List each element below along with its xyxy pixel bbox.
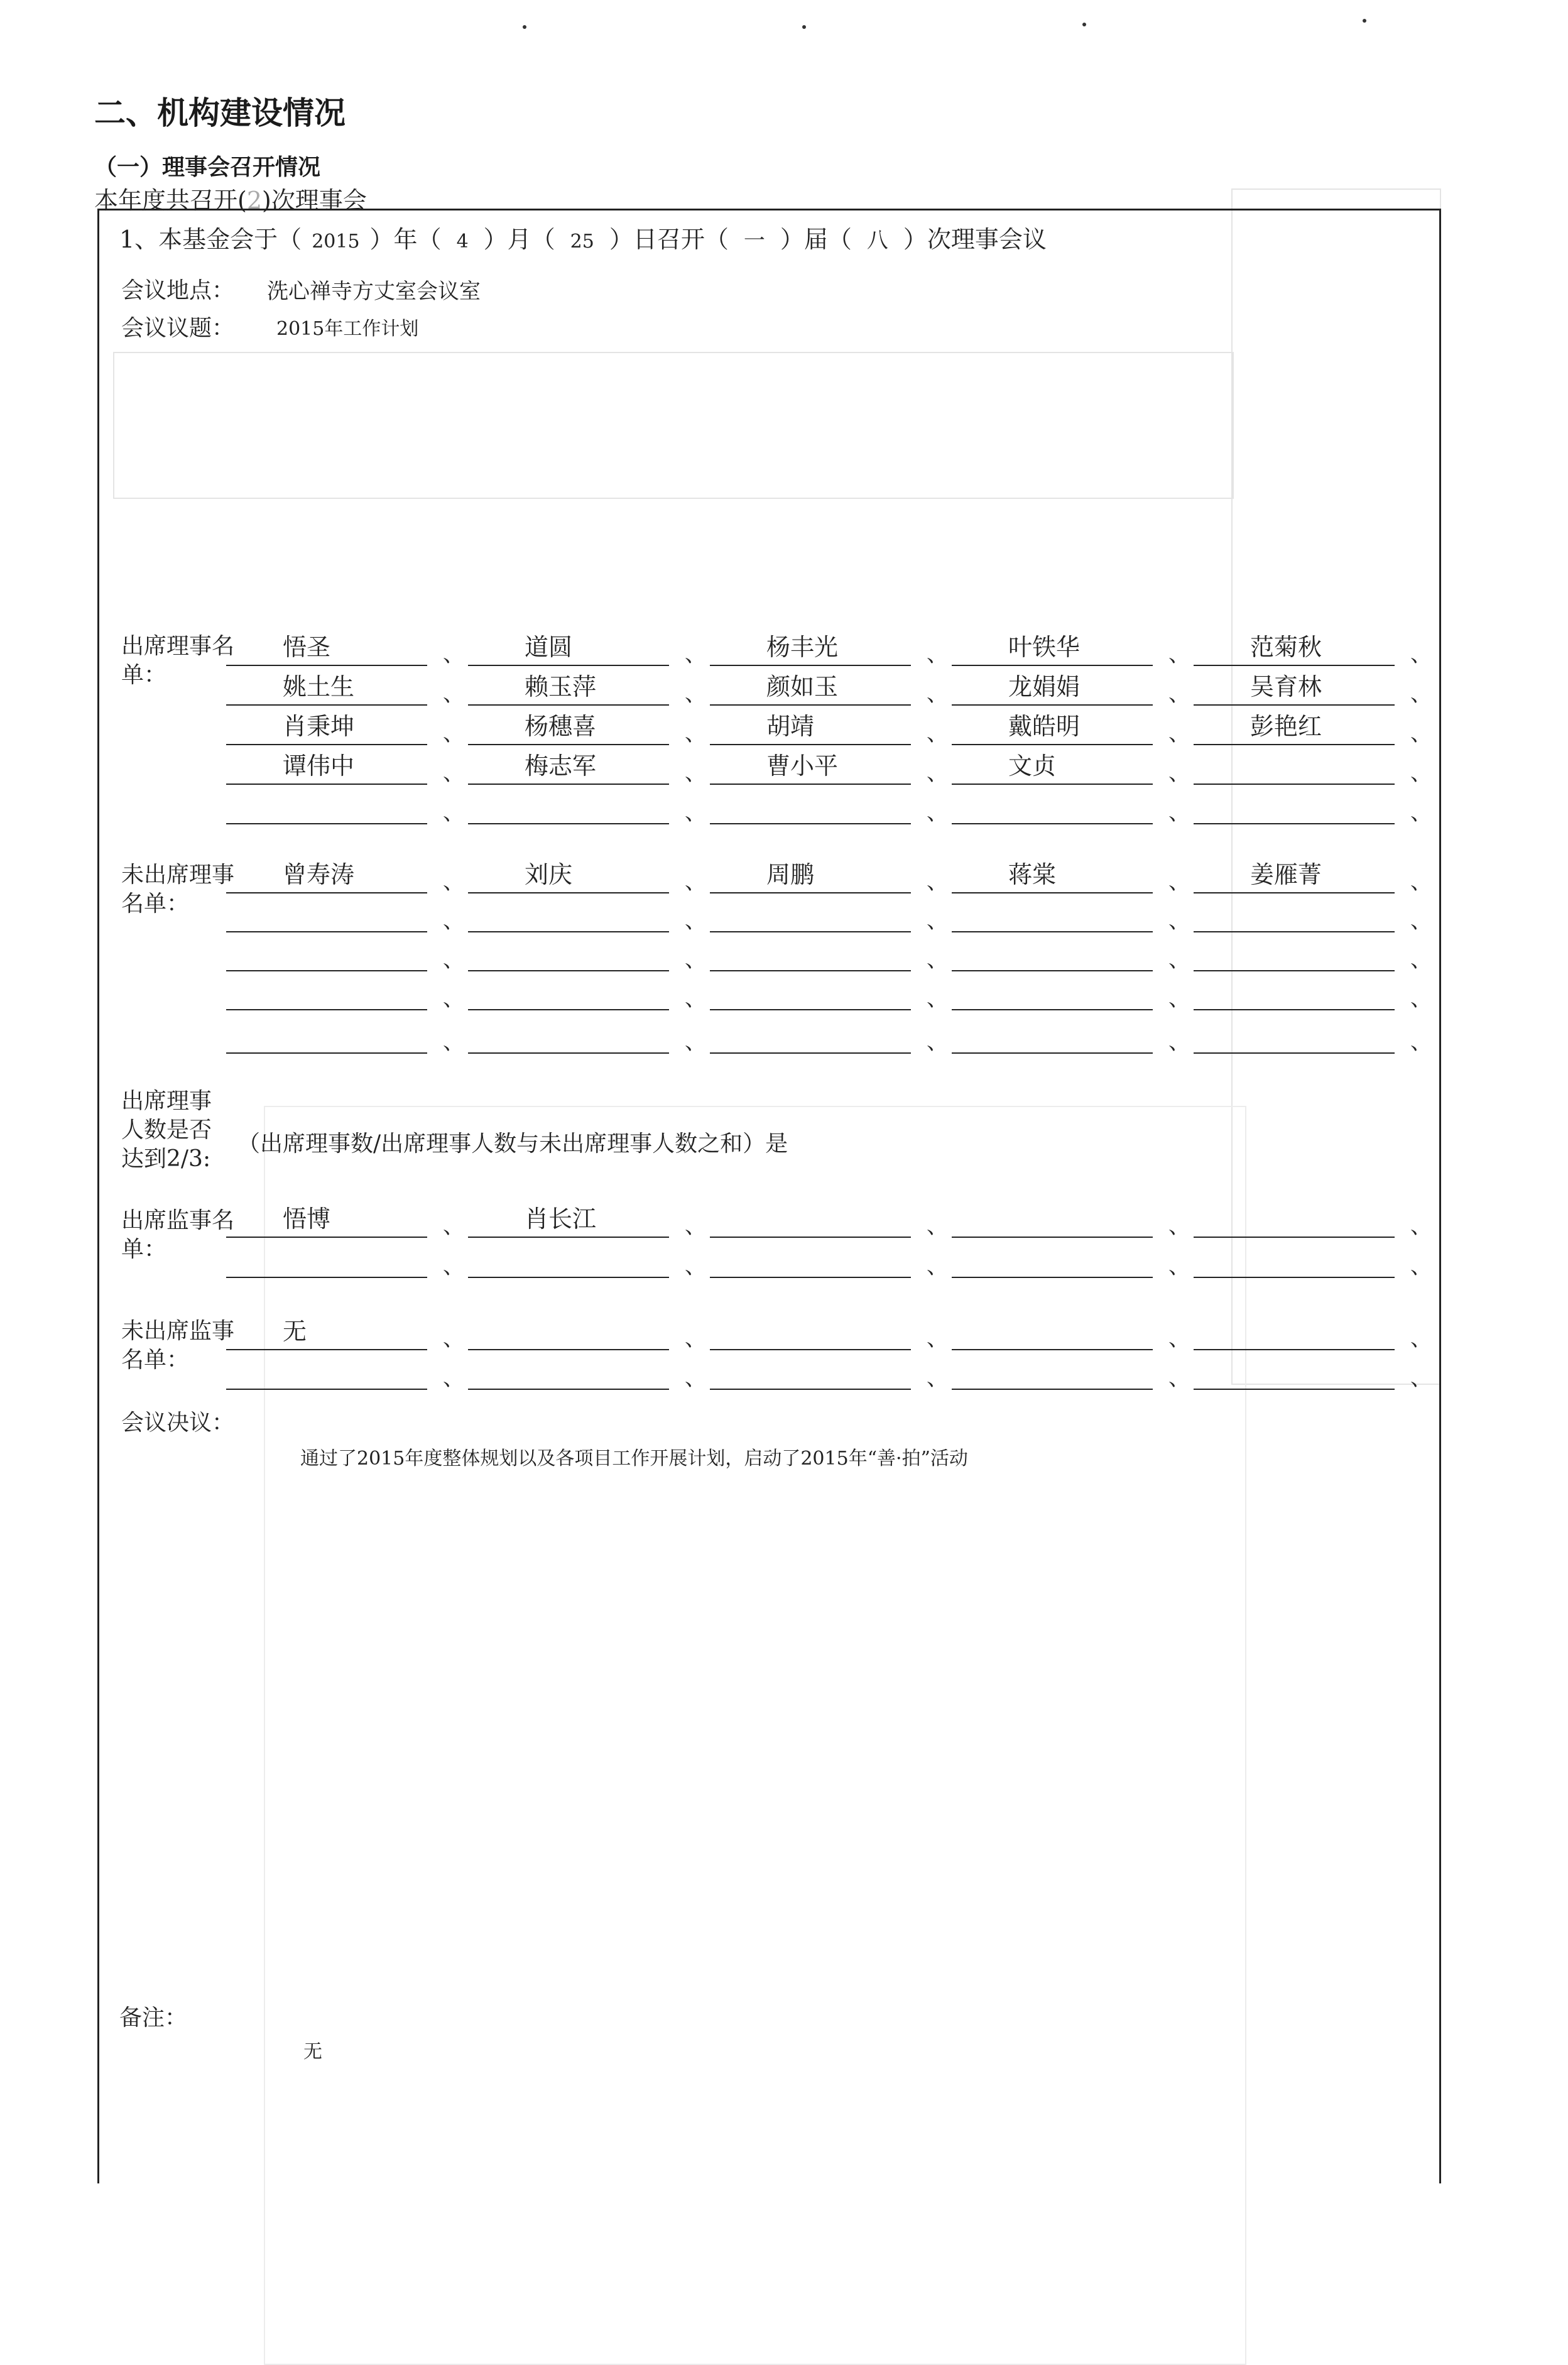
- name-slot: [952, 663, 1153, 706]
- name-slot: [1194, 782, 1395, 824]
- name-slot: [226, 890, 427, 932]
- name-slot: [1194, 1347, 1395, 1390]
- absent-directors-label: 未出席理事名单：: [121, 862, 235, 917]
- name-slot: [226, 702, 427, 745]
- name-separator: 、: [1168, 682, 1190, 707]
- annual-meeting-count: 本年度共召开(2)次理事会: [94, 187, 367, 214]
- remarks-value: 无: [303, 2041, 322, 2063]
- remarks-label: 备注：: [119, 2005, 188, 2031]
- name-slot: [468, 742, 669, 785]
- name-slot: [226, 968, 427, 1010]
- name-separator: 、: [1410, 1030, 1432, 1055]
- person-name: 周鹏: [766, 861, 815, 888]
- name-separator: 、: [685, 909, 706, 934]
- resolution-text: 通过了2015年度整体规划以及各项目工作开展计划，启动了2015年“善·拍”活动: [300, 1448, 968, 1470]
- person-name: 曾寿涛: [283, 861, 355, 888]
- person-name: 刘庆: [525, 861, 573, 888]
- name-separator: 、: [1168, 761, 1190, 786]
- name-separator: 、: [443, 682, 464, 707]
- name-slot: [952, 742, 1153, 785]
- name-separator: 、: [443, 1254, 464, 1279]
- name-separator: 、: [927, 1214, 948, 1239]
- attending-directors-label: 出席理事名单：: [121, 633, 235, 688]
- name-separator: 、: [685, 642, 706, 667]
- name-separator: 、: [1410, 986, 1432, 1012]
- name-slot: [710, 890, 911, 932]
- name-slot: [710, 663, 911, 706]
- name-slot: [468, 782, 669, 824]
- person-name: 龙娟娟: [1008, 673, 1081, 701]
- name-separator: 、: [685, 1366, 706, 1391]
- person-name: 叶铁华: [1008, 633, 1081, 661]
- name-separator: 、: [1168, 1254, 1190, 1279]
- person-name: 谭伟中: [283, 752, 355, 780]
- name-separator: 、: [443, 761, 464, 786]
- name-slot: [226, 1235, 427, 1278]
- name-slot: [710, 1347, 911, 1390]
- name-slot: [952, 1195, 1153, 1238]
- name-slot: [1194, 1235, 1395, 1278]
- name-separator: 、: [1168, 1366, 1190, 1391]
- name-separator: 、: [1410, 1326, 1432, 1352]
- location-value: 洗心禅寺方丈室会议室: [267, 279, 481, 304]
- name-slot: [952, 1347, 1153, 1390]
- name-slot: [226, 742, 427, 785]
- name-separator: 、: [685, 1030, 706, 1055]
- name-slot: [468, 663, 669, 706]
- name-separator: 、: [443, 642, 464, 667]
- name-separator: 、: [443, 1214, 464, 1239]
- name-separator: 、: [443, 948, 464, 973]
- person-name: 梅志军: [525, 752, 597, 780]
- topic-value: 2015年工作计划: [276, 318, 419, 340]
- attending-supervisors-label: 出席监事名单：: [121, 1208, 235, 1262]
- name-slot: [710, 851, 911, 893]
- name-slot: [952, 890, 1153, 932]
- name-slot: [710, 1011, 911, 1054]
- name-slot: [1194, 1195, 1395, 1238]
- person-name: 戴皓明: [1008, 713, 1081, 740]
- name-slot: [226, 782, 427, 824]
- name-slot: [468, 1195, 669, 1238]
- name-separator: 、: [1168, 1214, 1190, 1239]
- name-separator: 、: [443, 721, 464, 746]
- name-slot: [952, 851, 1153, 893]
- name-slot: [226, 851, 427, 893]
- person-name: 颜如玉: [766, 673, 839, 701]
- person-name: 无: [283, 1318, 307, 1345]
- name-slot: [468, 1235, 669, 1278]
- topic-label: 会议议题：: [121, 315, 235, 341]
- name-separator: 、: [1168, 948, 1190, 973]
- name-separator: 、: [927, 721, 948, 746]
- name-slot: [468, 1347, 669, 1390]
- name-separator: 、: [1410, 642, 1432, 667]
- name-separator: 、: [443, 800, 464, 826]
- name-separator: 、: [1168, 800, 1190, 826]
- name-separator: 、: [1410, 870, 1432, 895]
- name-separator: 、: [1168, 986, 1190, 1012]
- name-separator: 、: [685, 1214, 706, 1239]
- location-label: 会议地点：: [121, 278, 235, 303]
- name-separator: 、: [443, 1366, 464, 1391]
- person-name: 文贞: [1008, 752, 1057, 780]
- name-slot: [1194, 1308, 1395, 1350]
- name-separator: 、: [927, 1366, 948, 1391]
- name-separator: 、: [685, 870, 706, 895]
- name-separator: 、: [1410, 682, 1432, 707]
- name-separator: 、: [927, 800, 948, 826]
- name-separator: 、: [927, 986, 948, 1012]
- name-separator: 、: [927, 682, 948, 707]
- name-slot: [952, 1308, 1153, 1350]
- name-slot: [468, 929, 669, 971]
- person-name: 肖秉坤: [283, 713, 355, 740]
- name-separator: 、: [927, 1254, 948, 1279]
- name-separator: 、: [1168, 1030, 1190, 1055]
- meeting-date-line: 1、本基金会于（ 2015 ）年（ 4 ）月（ 25 ）日召开（ 一 ）届（ 八 ）次理事会议: [119, 226, 1047, 253]
- name-slot: [710, 623, 911, 666]
- name-separator: 、: [443, 1030, 464, 1055]
- name-slot: [226, 663, 427, 706]
- person-name: 姜雁菁: [1250, 861, 1322, 888]
- person-name: 肖长江: [525, 1205, 597, 1233]
- name-separator: 、: [685, 721, 706, 746]
- name-separator: 、: [927, 761, 948, 786]
- absent-supervisors-label: 未出席监事名单：: [121, 1318, 235, 1373]
- name-separator: 、: [1168, 909, 1190, 934]
- name-separator: 、: [443, 986, 464, 1012]
- resolution-label: 会议决议：: [121, 1410, 235, 1436]
- person-name: 姚土生: [283, 673, 355, 701]
- name-slot: [1194, 742, 1395, 785]
- person-name: 悟博: [283, 1205, 331, 1233]
- name-slot: [226, 1011, 427, 1054]
- name-separator: 、: [927, 1030, 948, 1055]
- name-separator: 、: [927, 1326, 948, 1352]
- name-separator: 、: [685, 800, 706, 826]
- name-slot: [226, 1347, 427, 1390]
- name-slot: [952, 623, 1153, 666]
- scan-dot: [1363, 19, 1366, 23]
- name-separator: 、: [1168, 642, 1190, 667]
- name-slot: [710, 929, 911, 971]
- person-name: 蒋棠: [1008, 861, 1057, 888]
- name-slot: [1194, 851, 1395, 893]
- name-slot: [1194, 623, 1395, 666]
- name-slot: [1194, 702, 1395, 745]
- name-separator: 、: [685, 682, 706, 707]
- name-slot: [710, 968, 911, 1010]
- scan-dot: [802, 25, 806, 29]
- name-separator: 、: [1168, 870, 1190, 895]
- name-separator: 、: [443, 909, 464, 934]
- scan-dot: [1082, 23, 1086, 26]
- person-name: 曹小平: [766, 752, 839, 780]
- name-separator: 、: [1168, 1326, 1190, 1352]
- person-name: 彭艳红: [1250, 713, 1322, 740]
- name-separator: 、: [685, 1254, 706, 1279]
- name-separator: 、: [685, 761, 706, 786]
- name-slot: [710, 1195, 911, 1238]
- name-slot: [952, 702, 1153, 745]
- name-separator: 、: [1410, 909, 1432, 934]
- name-slot: [952, 782, 1153, 824]
- name-slot: [1194, 968, 1395, 1010]
- person-name: 杨穗喜: [525, 713, 597, 740]
- name-separator: 、: [685, 1326, 706, 1352]
- name-separator: 、: [1410, 1254, 1432, 1279]
- person-name: 悟圣: [283, 633, 331, 661]
- name-slot: [710, 1308, 911, 1350]
- person-name: 胡靖: [766, 713, 815, 740]
- name-separator: 、: [443, 1326, 464, 1352]
- subsection-title: （一）理事会召开情况: [94, 155, 321, 180]
- name-slot: [710, 782, 911, 824]
- quorum-text: （出席理事数/出席理事人数与未出席理事人数之和）是: [237, 1131, 788, 1157]
- name-slot: [1194, 929, 1395, 971]
- name-separator: 、: [1410, 1214, 1432, 1239]
- name-slot: [226, 623, 427, 666]
- name-separator: 、: [1410, 948, 1432, 973]
- section-title: 二、机构建设情况: [94, 95, 346, 131]
- name-separator: 、: [1410, 800, 1432, 826]
- person-name: 范菊秋: [1250, 633, 1322, 661]
- name-slot: [468, 623, 669, 666]
- name-slot: [468, 890, 669, 932]
- name-slot: [468, 968, 669, 1010]
- name-separator: 、: [927, 909, 948, 934]
- person-name: 吴育林: [1250, 673, 1322, 701]
- name-slot: [1194, 663, 1395, 706]
- name-slot: [226, 1195, 427, 1238]
- name-slot: [952, 1011, 1153, 1054]
- name-slot: [226, 1308, 427, 1350]
- name-slot: [468, 702, 669, 745]
- name-separator: 、: [927, 870, 948, 895]
- person-name: 杨丰光: [766, 633, 839, 661]
- name-slot: [710, 1235, 911, 1278]
- name-separator: 、: [927, 948, 948, 973]
- name-slot: [710, 702, 911, 745]
- scan-dot: [523, 25, 526, 29]
- name-slot: [1194, 890, 1395, 932]
- name-slot: [1194, 1011, 1395, 1054]
- name-slot: [468, 1308, 669, 1350]
- name-slot: [468, 1011, 669, 1054]
- name-separator: 、: [685, 948, 706, 973]
- name-separator: 、: [927, 642, 948, 667]
- name-separator: 、: [1410, 721, 1432, 746]
- name-separator: 、: [685, 986, 706, 1012]
- name-slot: [710, 742, 911, 785]
- name-separator: 、: [1168, 721, 1190, 746]
- name-slot: [468, 851, 669, 893]
- person-name: 道圆: [525, 633, 573, 661]
- name-separator: 、: [443, 870, 464, 895]
- name-slot: [226, 929, 427, 971]
- quorum-label: 出席理事人数是否达到2/3:: [121, 1088, 212, 1172]
- name-separator: 、: [1410, 761, 1432, 786]
- person-name: 赖玉萍: [525, 673, 597, 701]
- name-slot: [952, 968, 1153, 1010]
- name-slot: [952, 1235, 1153, 1278]
- name-slot: [952, 929, 1153, 971]
- name-separator: 、: [1410, 1366, 1432, 1391]
